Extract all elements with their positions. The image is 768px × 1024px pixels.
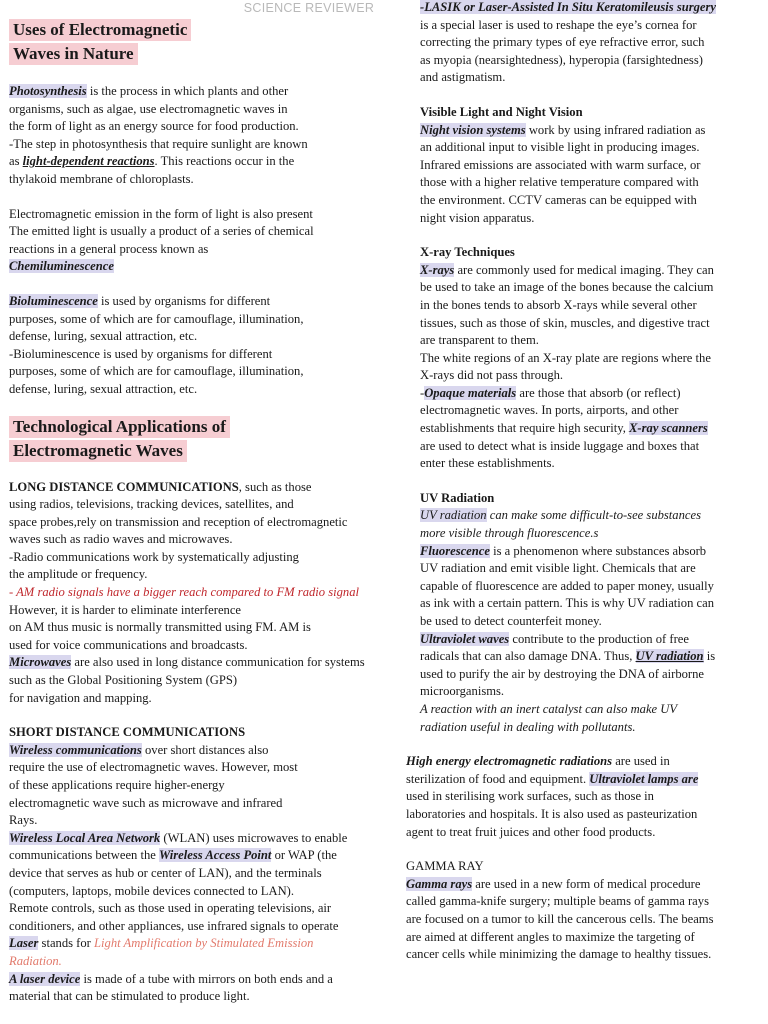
term-lasik: -LASIK or Laser-Assisted In Situ Keratomileusis surgery — [420, 0, 717, 14]
term-fluorescence: Fluorescence — [420, 543, 490, 558]
left-column — [9, 0, 407, 1006]
section-title-nature-2: Waves in Nature — [9, 43, 138, 65]
lasik-paragraph: -LASIK or Laser-Assisted In Situ Keratomileusis surgery is a special laser is used to reshape the eye’s cornea for correcting the primary types of eye refractive error, such as myopia (nearsightedness), hyperopia (farsightedness) and astigmatism. — [420, 0, 717, 85]
term-bioluminescence: Bioluminescence — [9, 293, 98, 308]
right-column — [406, 0, 760, 964]
section-title-tech-1: Technological Applications of — [9, 416, 230, 438]
heading-gamma: GAMMA RAY — [406, 859, 484, 874]
term-ultraviolet-lamps: Ultraviolet lamps are — [589, 771, 699, 786]
term-gamma-rays: Gamma rays — [406, 876, 473, 891]
uv-paragraph: UV Radiation UV radiation can make some difficult-to-see substances more visible through fluorescence.s Fluorescence is a phenomenon where substances absorb UV radiation and emit visible light. Chemicals that are capable of fluorescence are added to paper money, usually as ink with a certain pattern. This is why UV radiation can be used to detect counterfeit money. Ultraviolet waves contribute to the production of free radicals that can also damage DNA. Thus, UV radiation is used to purify the air by destroying the DNA of airborne microorganisms. A reaction with an inert catalyst can also make UV radiation useful in dealing with pollutants. — [420, 490, 760, 736]
xray-paragraph: X-ray Techniques X-rays are commonly used for medical imaging. They can be used to take an image of the bones because the calcium in the bones tends to absorb X-rays while several other tissues, such as those of skin, muscles, and digestive tract are transparent to them. The white regions of an X-ray plate are regions where the X-rays did not pass through. -Opaque materials are those that absorb (or reflect) electromagnetic waves. In ports, airports, and other establishments that require high security, X-ray scanners are used to detect what is inside luggage and boxes that enter these establishments. — [420, 244, 760, 473]
term-uv-radiation: UV radiation — [420, 508, 487, 523]
section-title-tech-2: Electromagnetic Waves — [9, 440, 187, 462]
bioluminescence-paragraph: Bioluminescence is used by organisms for different purposes, some of which are for camouflage, illumination, defense, luring, sexual attraction, etc. -Bioluminescence is used by organisms for different purposes, some of which are for camouflage, illumination, defense, luring, sexual attraction, etc. — [9, 293, 304, 396]
am-fm-note: - AM radio signals have a bigger reach compared to FM radio signal — [9, 585, 360, 600]
term-wlan: Wireless Local Area Network — [9, 830, 161, 845]
term-uv-radiation-2: UV radiation — [635, 649, 704, 664]
term-xray-scanners: X-ray scanners — [629, 421, 708, 436]
heading-visible-light: Visible Light and Night Vision — [420, 104, 583, 119]
term-ultraviolet-waves: Ultraviolet waves — [420, 631, 510, 646]
heading-uv: UV Radiation — [420, 490, 495, 505]
high-energy-paragraph: High energy electromagnetic radiations are used in sterilization of food and equipment. Ultraviolet lamps are used in sterilising work surfaces, such as those in laboratories and hospitals. It is also used as pasteurization agent to treat fruit juices and other food products. — [406, 754, 699, 839]
term-opaque: Opaque materials — [424, 385, 517, 400]
short-distance-paragraph: SHORT DISTANCE COMMUNICATIONS Wireless communications over short distances also require the use of electromagnetic waves. However, most of these applications require higher-energy electromagnetic wave such as microwave and infrared Rays. Wireless Local Area Network (WLAN) uses microwaves to enable communications between the Wireless Access Point or WAP (the device that serves as hub or center of LAN), and the terminals (computers, laptops, mobile devices connected to LAN). Remote controls, such as those used in operating televisions, air conditioners, and other appliances, use infrared signals to operate Laser stands for Light Amplification by Stimulated Emission Radiation. A laser device is made of a tube with mirrors on both ends and a material that can be stimulated to produce light. — [9, 724, 407, 1006]
section-title-nature-1: Uses of Electromagnetic — [9, 19, 191, 41]
long-distance-paragraph: LONG DISTANCE COMMUNICATIONS, such as those using radios, televisions, tracking devices, satellites, and space probes,rely on transmission and reception of electromagnetic waves such as radio waves and microwaves. -Radio communications work by systematically adjusting the amplitude or frequency. - AM radio signals have a bigger reach compared to FM radio signal However, it is harder to eliminate interference on AM thus music is normally transmitted using FM. AM is used for voice communications and broadcasts. Microwaves are also used in long distance communication for systems such as the Global Positioning System (GPS) for navigation and mapping. — [9, 479, 407, 708]
heading-long-distance: LONG DISTANCE COMMUNICATIONS — [9, 479, 239, 494]
gamma-paragraph: GAMMA RAY Gamma rays are used in a new form of medical procedure called gamma-knife surgery; multiple beams of gamma rays are focused on a tumor to kill the cancerous cells. The beams are aimed at different angles to maximize the targeting of cancer cells while minimizing the damage to healthy tissues. — [406, 858, 760, 964]
visible-light-paragraph: Visible Light and Night Vision Night vision systems work by using infrared radiation as an additional input to visible light in producing images. Infrared emissions are associated with warm surface, or those with a higher relative temperature compared with the environment. CCTV cameras can be equipped with night vision apparatus. — [420, 104, 760, 227]
page-header: SCIENCE REVIEWER — [243, 1, 375, 15]
term-microwaves: Microwaves — [9, 655, 72, 670]
chemiluminescence-paragraph: Electromagnetic emission in the form of light is also present The emitted light is usually a product of a series of chemical reactions in a general process known as Chemiluminescence — [9, 206, 314, 274]
term-laser: Laser — [9, 936, 39, 951]
heading-short-distance: SHORT DISTANCE COMMUNICATIONS — [9, 725, 246, 740]
laser-acronym: Light Amplification by Stimulated Emission — [94, 936, 314, 951]
term-xrays: X-rays — [420, 262, 455, 277]
term-night-vision: Night vision systems — [420, 122, 526, 137]
term-wap: Wireless Access Point — [159, 848, 272, 863]
term-chemiluminescence: Chemiluminescence — [9, 259, 114, 274]
photosynthesis-paragraph: Photosynthesis is the process in which plants and other organisms, such as algae, use electromagnetic waves in the form of light as an energy source for food production. -The step in photosynthesis that require sunlight are known as light-dependent reactions. This reactions occur in the thylakoid membrane of chloroplasts. — [9, 84, 308, 186]
term-high-energy: High energy electromagnetic radiations — [406, 754, 613, 769]
term-light-dependent: light-dependent reactions — [22, 154, 155, 169]
term-wireless-communications: Wireless communications — [9, 742, 142, 757]
heading-xray: X-ray Techniques — [420, 245, 515, 260]
term-photosynthesis: Photosynthesis — [9, 84, 87, 98]
term-laser-device: A laser device — [9, 971, 81, 986]
